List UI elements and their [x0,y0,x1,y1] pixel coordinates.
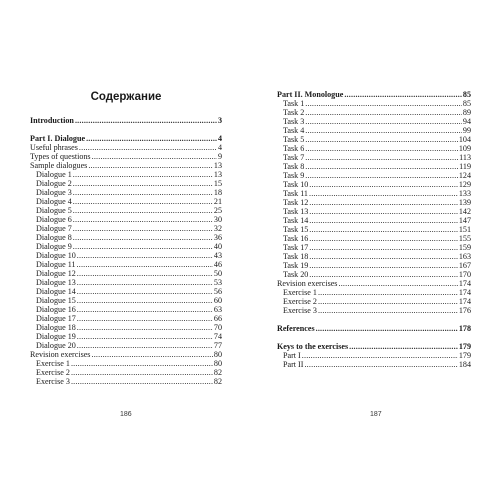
toc-entry-page: 85 [462,90,471,99]
toc-entry [30,188,222,197]
toc-entry-title: Sample dialogues [30,161,88,170]
toc-entry-title: Task 1 [283,99,305,108]
toc-leader-dots [77,251,213,260]
toc-entry-title: Dialogue 13 [36,278,76,287]
toc-entry [277,243,471,252]
toc-leader-dots [73,170,213,179]
toc-entry-title: Part II. Monologue [277,90,344,99]
toc-entry-title: Dialogue 20 [36,341,76,350]
toc-entry-page: 109 [458,144,471,153]
toc-entry-page: 25 [213,206,222,215]
toc-leader-dots [73,197,213,206]
toc-entry [277,162,471,171]
toc-entry-title: Dialogue 15 [36,296,76,305]
toc-entry-page: 9 [217,152,222,161]
toc-list-left [30,116,222,386]
toc-entry-title: Task 17 [283,243,309,252]
toc-entry-page: 82 [213,368,222,377]
toc-entry [30,269,222,278]
toc-entry [30,215,222,224]
toc-entry [277,252,471,261]
toc-leader-dots [309,189,458,198]
toc-entry-page: 129 [458,180,471,189]
toc-entry-title: Task 15 [283,225,309,234]
toc-entry-title: Dialogue 18 [36,323,76,332]
toc-leader-dots [318,288,458,297]
toc-entry-title: Dialogue 16 [36,305,76,314]
toc-entry-page: 155 [458,234,471,243]
toc-entry [277,360,471,369]
toc-entry-title: Exercise 1 [283,288,317,297]
toc-entry [30,224,222,233]
toc-entry-page: 142 [458,207,471,216]
toc-leader-dots [304,360,457,369]
toc-entry-title: Task 5 [283,135,305,144]
toc-entry [30,260,222,269]
toc-entry-page: 32 [213,224,222,233]
toc-entry-page: 80 [213,359,222,368]
toc-leader-dots [73,206,213,215]
toc-entry [277,135,471,144]
toc-entry-title: Revision exercises [277,279,338,288]
toc-entry [277,207,471,216]
toc-entry-title: Task 18 [283,252,309,261]
toc-entry-title: Task 16 [283,234,309,243]
toc-entry-page: 4 [217,134,222,143]
toc-entry-title: Task 19 [283,261,309,270]
toc-entry [277,279,471,288]
toc-leader-dots [77,296,213,305]
toc-entry-page: 139 [458,198,471,207]
toc-entry-page: 104 [458,135,471,144]
toc-entry-page: 170 [458,270,471,279]
toc-entry-page: 46 [213,260,222,269]
toc-entry-title: Part I. Dialogue [30,134,86,143]
toc-entry-page: 174 [458,297,471,306]
toc-entry [277,198,471,207]
toc-leader-dots [305,153,458,162]
toc-entry-title: Part II [283,360,304,369]
toc-entry-title: Dialogue 4 [36,197,72,206]
toc-entry-title: Task 14 [283,216,309,225]
toc-leader-dots [309,243,458,252]
toc-heading: Содержание [90,91,162,103]
toc-entry [30,332,222,341]
toc-entry-title: Dialogue 9 [36,242,72,251]
toc-entry-title: Task 11 [283,189,308,198]
toc-leader-dots [77,314,213,323]
toc-entry [30,206,222,215]
toc-entry-page: 13 [213,170,222,179]
toc-entry-page: 176 [458,306,471,315]
toc-entry [30,305,222,314]
toc-leader-dots [349,342,458,351]
toc-entry [277,351,471,360]
toc-entry-title: Part I [283,351,301,360]
toc-entry-title: Task 3 [283,117,305,126]
toc-entry [277,180,471,189]
toc-entry-page: 113 [459,153,471,162]
toc-leader-dots [73,233,213,242]
toc-entry-title: Task 8 [283,162,305,171]
toc-entry [277,153,471,162]
toc-leader-dots [77,269,213,278]
toc-entry-title: Exercise 3 [283,306,317,315]
toc-entry-page: 85 [462,99,471,108]
toc-entry-title: Dialogue 19 [36,332,76,341]
toc-entry-title: Dialogue 6 [36,215,72,224]
toc-entry [30,341,222,350]
toc-leader-dots [305,108,462,117]
toc-entry [30,161,222,170]
toc-entry-page: 66 [213,314,222,323]
toc-entry [30,143,222,152]
toc-entry-page: 30 [213,215,222,224]
toc-entry-title: Dialogue 7 [36,224,72,233]
toc-entry-title: Dialogue 3 [36,188,72,197]
toc-leader-dots [305,99,462,108]
toc-entry-title: Task 13 [283,207,309,216]
toc-entry-page: 53 [213,278,222,287]
page-number-right: 187 [370,411,382,418]
toc-entry [277,216,471,225]
toc-entry-page: 119 [459,162,471,171]
toc-entry [277,270,471,279]
toc-leader-dots [79,143,217,152]
toc-entry-page: 74 [213,332,222,341]
toc-entry [277,99,471,108]
toc-leader-dots [73,179,213,188]
toc-entry-page: 179 [458,342,471,351]
toc-entry-page: 60 [213,296,222,305]
toc-entry-title: Exercise 2 [283,297,317,306]
toc-entry-title: Revision exercises [30,350,91,359]
toc-entry [277,90,471,99]
toc-entry-title: Exercise 3 [36,377,70,386]
toc-entry-title: Task 7 [283,153,305,162]
toc-entry [30,179,222,188]
toc-entry-title: References [277,324,315,333]
toc-entry-title: Task 2 [283,108,305,117]
page-number-left: 186 [120,411,132,418]
toc-leader-dots [318,306,458,315]
right-page [277,90,471,369]
toc-entry [30,242,222,251]
toc-leader-dots [302,351,458,360]
toc-entry-title: Introduction [30,116,74,125]
toc-entry [277,306,471,315]
toc-entry [30,368,222,377]
toc-entry-page: 36 [213,233,222,242]
toc-entry-title: Keys to the exercises [277,342,349,351]
toc-leader-dots [73,242,213,251]
toc-entry-page: 15 [213,179,222,188]
toc-entry [30,314,222,323]
toc-leader-dots [309,252,458,261]
toc-entry-title: Dialogue 2 [36,179,72,188]
toc-entry-page: 184 [458,360,471,369]
toc-entry-title: Dialogue 14 [36,287,76,296]
toc-entry-title: Task 9 [283,171,305,180]
toc-entry [30,359,222,368]
toc-entry [277,144,471,153]
toc-leader-dots [77,287,213,296]
toc-entry-page: 18 [213,188,222,197]
toc-entry-page: 21 [213,197,222,206]
toc-leader-dots [73,224,213,233]
toc-entry-page: 133 [458,189,471,198]
toc-entry-page: 4 [217,143,222,152]
toc-leader-dots [77,278,213,287]
toc-leader-dots [338,279,457,288]
toc-leader-dots [344,90,462,99]
toc-leader-dots [305,135,458,144]
toc-leader-dots [71,368,213,377]
toc-entry-title: Exercise 2 [36,368,70,377]
toc-entry [277,234,471,243]
toc-entry-title: Exercise 1 [36,359,70,368]
toc-entry-page: 151 [458,225,471,234]
toc-entry-page: 43 [213,251,222,260]
toc-entry [30,134,222,143]
toc-entry [30,251,222,260]
toc-leader-dots [316,324,458,333]
toc-entry-page: 3 [217,116,222,125]
toc-entry-page: 174 [458,279,471,288]
toc-entry-page: 99 [462,126,471,135]
toc-entry-title: Task 6 [283,144,305,153]
toc-leader-dots [318,297,458,306]
toc-entry-page: 82 [213,377,222,386]
toc-leader-dots [77,305,213,314]
toc-entry [30,350,222,359]
toc-entry-title: Types of questions [30,152,91,161]
toc-entry [277,126,471,135]
toc-entry [30,233,222,242]
toc-entry-title: Task 4 [283,126,305,135]
toc-entry [277,342,471,351]
toc-leader-dots [92,152,217,161]
toc-entry-page: 56 [213,287,222,296]
toc-leader-dots [75,116,217,125]
toc-leader-dots [73,215,213,224]
toc-entry-page: 159 [458,243,471,252]
left-page [30,90,222,386]
toc-leader-dots [88,161,213,170]
toc-entry-page: 50 [213,269,222,278]
toc-entry-title: Dialogue 17 [36,314,76,323]
toc-entry-page: 167 [458,261,471,270]
toc-entry [30,377,222,386]
toc-entry-title: Useful phrases [30,143,78,152]
toc-entry-title: Task 10 [283,180,309,189]
toc-leader-dots [309,270,458,279]
toc-leader-dots [309,207,458,216]
toc-entry [30,197,222,206]
toc-leader-dots [309,261,458,270]
toc-entry [277,324,471,333]
toc-entry-page: 63 [213,305,222,314]
toc-entry-page: 147 [458,216,471,225]
toc-entry-page: 13 [213,161,222,170]
toc-entry-page: 124 [458,171,471,180]
toc-entry [30,278,222,287]
toc-leader-dots [71,359,213,368]
toc-entry-page: 174 [458,288,471,297]
toc-entry-page: 178 [458,324,471,333]
toc-leader-dots [71,377,213,386]
toc-leader-dots [305,144,458,153]
toc-leader-dots [305,171,458,180]
toc-entry [277,297,471,306]
toc-leader-dots [309,216,458,225]
toc-entry [30,152,222,161]
toc-leader-dots [77,341,213,350]
toc-entry-page: 89 [462,108,471,117]
toc-entry [277,261,471,270]
toc-entry-page: 163 [458,252,471,261]
toc-entry-page: 179 [458,351,471,360]
toc-entry [30,296,222,305]
toc-entry-title: Dialogue 11 [36,260,76,269]
toc-leader-dots [77,323,213,332]
toc-entry [277,288,471,297]
toc-leader-dots [309,225,458,234]
toc-leader-dots [305,117,462,126]
toc-entry-page: 94 [462,117,471,126]
toc-entry [30,116,222,125]
toc-list-right [277,90,471,369]
toc-entry-page: 80 [213,350,222,359]
toc-entry-page: 40 [213,242,222,251]
toc-leader-dots [86,134,217,143]
toc-leader-dots [309,234,458,243]
toc-entry-title: Dialogue 10 [36,251,76,260]
toc-entry-title: Dialogue 1 [36,170,72,179]
toc-leader-dots [309,180,458,189]
toc-leader-dots [309,198,458,207]
toc-leader-dots [77,260,213,269]
toc-entry [277,108,471,117]
toc-entry-title: Task 12 [283,198,309,207]
toc-entry [277,117,471,126]
toc-entry [30,287,222,296]
toc-leader-dots [305,126,462,135]
toc-entry [30,323,222,332]
toc-entry-title: Dialogue 8 [36,233,72,242]
toc-entry-title: Dialogue 5 [36,206,72,215]
toc-leader-dots [77,332,213,341]
toc-entry [277,225,471,234]
toc-leader-dots [305,162,458,171]
toc-entry [277,171,471,180]
toc-entry [277,189,471,198]
toc-entry-title: Dialogue 12 [36,269,76,278]
toc-leader-dots [91,350,212,359]
toc-entry [30,170,222,179]
toc-entry-page: 77 [213,341,222,350]
toc-leader-dots [73,188,213,197]
toc-entry-page: 70 [213,323,222,332]
toc-entry-title: Task 20 [283,270,309,279]
